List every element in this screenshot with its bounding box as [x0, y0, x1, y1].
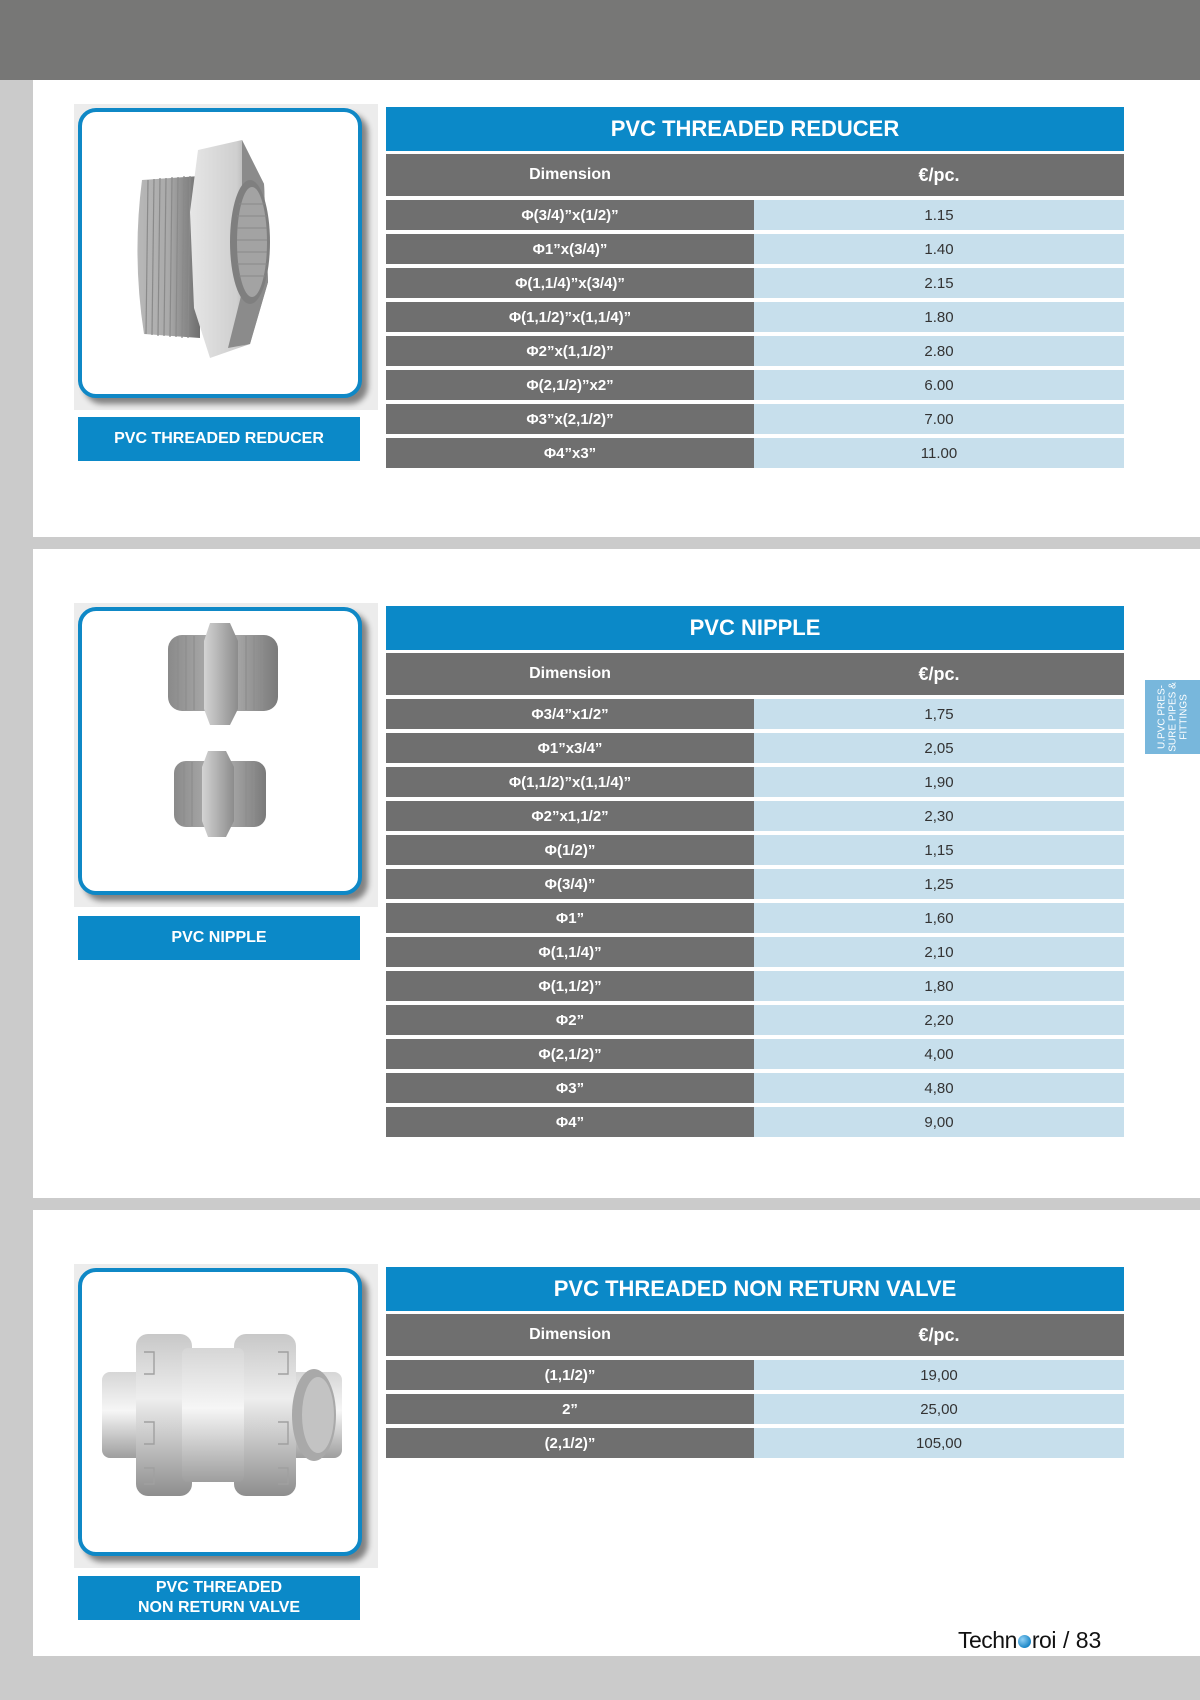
table-row [386, 1039, 1124, 1069]
table-row [386, 869, 1124, 899]
price-cell: 19,00 [754, 1360, 1124, 1390]
pvc-threaded-reducer-image [78, 108, 362, 398]
dimension-cell: 2” [386, 1394, 754, 1424]
price-header: €/pc. [918, 164, 960, 185]
price-cell: 2,10 [754, 937, 1124, 967]
table-row [386, 1428, 1124, 1458]
price-header: €/pc. [918, 1324, 960, 1345]
table-row [386, 937, 1124, 967]
dimension-cell: Φ4”x3” [386, 438, 754, 468]
table-row [386, 404, 1124, 434]
caption-line: NON RETURN VALVE [137, 1599, 301, 1616]
price-cell: 1,90 [754, 767, 1124, 797]
page-number: / 83 [1062, 1626, 1102, 1653]
caption-line: PVC NIPPLE [171, 929, 267, 946]
dimension-cell: Φ(2,1/2)” [386, 1039, 754, 1069]
product-image-card [74, 1264, 378, 1568]
table-row [386, 200, 1124, 230]
price-cell: 11.00 [754, 438, 1124, 468]
price-cell: 1.15 [754, 200, 1124, 230]
table-row [386, 234, 1124, 264]
top-bar [0, 0, 1200, 80]
dimension-cell: Φ1”x(3/4)” [386, 234, 754, 264]
brand-text-start: Techn [958, 1626, 1017, 1653]
price-table-reducer [386, 107, 1124, 468]
table-row [386, 903, 1124, 933]
price-cell: 1,25 [754, 869, 1124, 899]
product-image-card [74, 104, 378, 410]
table-row [386, 733, 1124, 763]
dimension-cell: Φ(1/2)” [386, 835, 754, 865]
dimension-cell: Φ2” [386, 1005, 754, 1035]
dimension-cell: (1,1/2)” [386, 1360, 754, 1390]
price-cell: 2,20 [754, 1005, 1124, 1035]
dimension-cell: Φ3” [386, 1073, 754, 1103]
pvc-non-return-valve-image [78, 1268, 362, 1556]
price-cell: 25,00 [754, 1394, 1124, 1424]
price-cell: 7.00 [754, 404, 1124, 434]
dimension-cell: Φ1” [386, 903, 754, 933]
section-side-tab[interactable] [1145, 680, 1200, 754]
dimension-cell: Φ(1,1/4)”x(3/4)” [386, 268, 754, 298]
table-header [386, 1314, 1124, 1356]
table-title: PVC THREADED REDUCER [386, 107, 1124, 151]
price-cell: 1.80 [754, 302, 1124, 332]
product-caption [78, 417, 360, 461]
price-cell: 2.80 [754, 336, 1124, 366]
price-cell: 2,05 [754, 733, 1124, 763]
table-row [386, 1394, 1124, 1424]
table-row [386, 1073, 1124, 1103]
table-row [386, 336, 1124, 366]
dimension-cell: Φ4” [386, 1107, 754, 1137]
table-title: PVC NIPPLE [386, 606, 1124, 650]
dimension-cell: Φ(1,1/2)”x(1,1/4)” [386, 767, 754, 797]
dimension-header: Dimension [529, 166, 611, 183]
caption-line: PVC THREADED REDUCER [114, 430, 324, 447]
product-image-card [74, 603, 378, 907]
price-cell: 2.15 [754, 268, 1124, 298]
table-header [386, 653, 1124, 695]
dimension-cell: (2,1/2)” [386, 1428, 754, 1458]
dimension-cell: Φ(1,1/2)”x(1,1/4)” [386, 302, 754, 332]
dimension-header: Dimension [529, 665, 611, 682]
caption-line: PVC THREADED [155, 1579, 283, 1596]
brand-logo [958, 1627, 1056, 1654]
dimension-cell: Φ(1,1/2)” [386, 971, 754, 1001]
price-cell: 1,80 [754, 971, 1124, 1001]
dimension-header: Dimension [529, 1326, 611, 1343]
logo-dot-icon [1018, 1635, 1031, 1648]
table-header [386, 154, 1124, 196]
product-caption [78, 916, 360, 960]
table-row [386, 302, 1124, 332]
price-header: €/pc. [918, 663, 960, 684]
table-row [386, 1360, 1124, 1390]
price-cell: 2,30 [754, 801, 1124, 831]
dimension-cell: Φ(3/4)” [386, 869, 754, 899]
price-cell: 4,00 [754, 1039, 1124, 1069]
table-title: PVC THREADED NON RETURN VALVE [386, 1267, 1124, 1311]
page-footer [958, 1624, 1101, 1656]
dimension-cell: Φ3”x(2,1/2)” [386, 404, 754, 434]
table-row [386, 268, 1124, 298]
table-row [386, 835, 1124, 865]
table-row [386, 438, 1124, 468]
table-row [386, 1107, 1124, 1137]
price-cell: 6.00 [754, 370, 1124, 400]
price-cell: 1.40 [754, 234, 1124, 264]
price-cell: 105,00 [754, 1428, 1124, 1458]
table-row [386, 767, 1124, 797]
product-caption [78, 1576, 360, 1620]
brand-text-end: roi [1031, 1626, 1056, 1653]
price-cell: 1,75 [754, 699, 1124, 729]
price-table-valve [386, 1267, 1124, 1458]
price-cell: 9,00 [754, 1107, 1124, 1137]
dimension-cell: Φ2”x1,1/2” [386, 801, 754, 831]
pvc-nipple-image [78, 607, 362, 895]
price-cell: 1,15 [754, 835, 1124, 865]
price-cell: 1,60 [754, 903, 1124, 933]
table-row [386, 699, 1124, 729]
dimension-cell: Φ(2,1/2)”x2” [386, 370, 754, 400]
side-tab-label: U.PVC PRES-SURE PIPES & FITTINGS [1156, 682, 1189, 752]
dimension-cell: Φ2”x(1,1/2)” [386, 336, 754, 366]
table-row [386, 971, 1124, 1001]
price-table-nipple [386, 606, 1124, 1137]
dimension-cell: Φ1”x3/4” [386, 733, 754, 763]
price-cell: 4,80 [754, 1073, 1124, 1103]
dimension-cell: Φ(1,1/4)” [386, 937, 754, 967]
dimension-cell: Φ3/4”x1/2” [386, 699, 754, 729]
table-row [386, 801, 1124, 831]
table-row [386, 1005, 1124, 1035]
table-row [386, 370, 1124, 400]
dimension-cell: Φ(3/4)”x(1/2)” [386, 200, 754, 230]
